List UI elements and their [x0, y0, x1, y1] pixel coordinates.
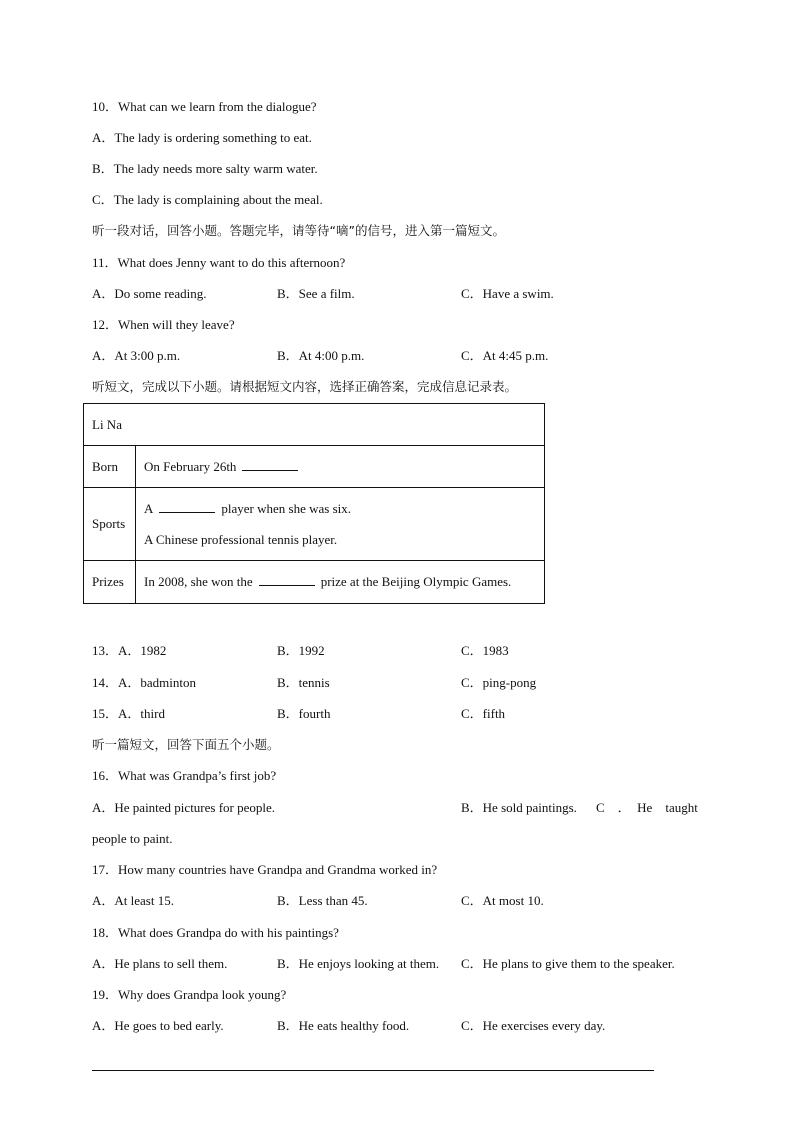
instruction-table: 听短文，完成以下小题。请根据短文内容，选择正确答案，完成信息记录表。: [92, 379, 518, 394]
sports-line2: A Chinese professional tennis player.: [144, 531, 338, 547]
prizes-label: Prizes: [84, 561, 136, 604]
q10-stem: 10．What can we learn from the dialogue?: [92, 99, 317, 114]
q16-option-c-tail: people to paint.: [92, 831, 173, 846]
q17-option-c: C．At most 10.: [461, 893, 544, 908]
q17-stem: 17．How many countries have Grandpa and Grandma worked in?: [92, 862, 438, 877]
prizes-post: prize at the Beijing Olympic Games.: [320, 574, 512, 589]
born-cell: [136, 446, 545, 488]
q15-option-a: 15．A．third: [92, 706, 165, 721]
q13-option-c: C．1983: [461, 643, 509, 658]
q12-stem: 12．When will they leave?: [92, 317, 235, 332]
q13-option-a: 13．A．1982: [92, 643, 167, 658]
sports-line1-post: player when she was six.: [221, 500, 351, 516]
q14-option-b: B．tennis: [277, 675, 330, 690]
instruction-dialogue: 听一段对话，回答小题。答题完毕，请等待“嘀”的信号，进入第一篇短文。: [92, 223, 505, 238]
born-label: Born: [84, 446, 136, 488]
q16-option-c-head: C ． He taught: [596, 800, 698, 815]
q11-option-b: B．See a film.: [277, 286, 355, 301]
footer-divider: [92, 1070, 654, 1071]
q15-option-c: C．fifth: [461, 706, 506, 721]
q16-option-a: A．He painted pictures for people.: [92, 800, 276, 815]
prizes-cell: [136, 561, 545, 604]
q17-option-b: B．Less than 45.: [277, 893, 368, 908]
sports-cell: [136, 488, 545, 561]
q18-option-a: A．He plans to sell them.: [92, 956, 228, 971]
answer-blank-14: [159, 502, 215, 513]
q10-option-c: C．The lady is complaining about the meal.: [92, 192, 323, 207]
born-text: On February 26th: [144, 458, 237, 474]
q16-stem: 16．What was Grandpa’s first job?: [92, 768, 277, 783]
answer-blank-15: [259, 575, 315, 586]
q18-stem: 18．What does Grandpa do with his paintings?: [92, 925, 339, 940]
q16-option-b: B．He sold paintings.: [461, 800, 577, 815]
q14-option-a: 14．A．badminton: [92, 675, 196, 690]
sports-line1-pre: A: [144, 500, 154, 516]
q12-option-b: B．At 4:00 p.m.: [277, 348, 365, 363]
q13-option-b: B．1992: [277, 643, 325, 658]
prizes-pre: In 2008, she won the: [144, 574, 253, 589]
q12-option-a: A．At 3:00 p.m.: [92, 348, 181, 363]
table-title: Li Na: [84, 404, 545, 446]
sports-label: Sports: [84, 488, 136, 561]
q11-stem: 11．What does Jenny want to do this afternoon?: [92, 255, 346, 270]
info-record-table: [83, 403, 545, 604]
q19-option-c: C．He exercises every day.: [461, 1018, 606, 1033]
instruction-passage: 听一篇短文，回答下面五个小题。: [92, 737, 280, 752]
q19-stem: 19．Why does Grandpa look young?: [92, 987, 287, 1002]
q19-option-a: A．He goes to bed early.: [92, 1018, 224, 1033]
q10-option-b: B．The lady needs more salty warm water.: [92, 161, 318, 176]
q18-option-c: C．He plans to give them to the speaker.: [461, 956, 675, 971]
q18-option-b: B．He enjoys looking at them.: [277, 956, 440, 971]
q19-option-b: B．He eats healthy food.: [277, 1018, 410, 1033]
answer-blank-13: [242, 460, 298, 471]
q11-option-a: A．Do some reading.: [92, 286, 207, 301]
q12-option-c: C．At 4:45 p.m.: [461, 348, 549, 363]
q10-option-a: A．The lady is ordering something to eat.: [92, 130, 312, 145]
q11-option-c: C．Have a swim.: [461, 286, 554, 301]
q17-option-a: A．At least 15.: [92, 893, 174, 908]
q14-option-c: C．ping-pong: [461, 675, 537, 690]
q15-option-b: B．fourth: [277, 706, 331, 721]
